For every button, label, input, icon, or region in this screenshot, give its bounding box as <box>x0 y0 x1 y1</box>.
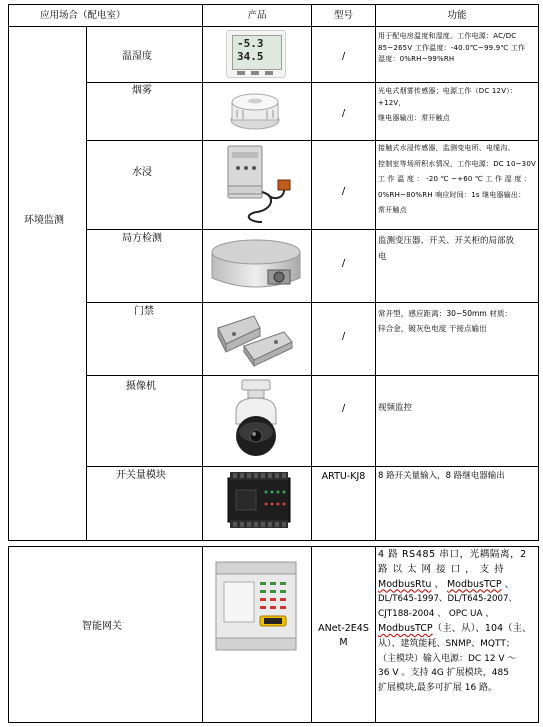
row-func-temp-humidity: 用于配电房温度和湿度。工作电源：AC/DC 85~265V 工作温度：-40.0℃~99.9℃ 工作 湿度：0%RH~99%RH <box>378 32 526 63</box>
display-temp: -5.3 <box>237 37 264 50</box>
row-model-smoke: / <box>341 108 346 119</box>
dome-camera-image <box>232 378 280 462</box>
row-func-camera: 视频监控 <box>378 403 413 413</box>
row-model-io-module: ARTU-KJ8 <box>321 471 366 482</box>
smoke-detector-image <box>228 88 282 132</box>
row-name-io-module: 开关量模块 <box>116 470 166 481</box>
door-sensor-image <box>214 306 296 370</box>
row-model-camera: / <box>341 403 346 414</box>
group-env-label: 环境监测 <box>24 215 64 226</box>
row-model-partial-discharge: / <box>341 258 346 269</box>
row-name-temp-humidity: 温湿度 <box>122 51 152 62</box>
row-model-door-access: / <box>341 331 346 342</box>
gateway-model: ANet-2E4S M <box>318 623 369 648</box>
row-name-partial-discharge: 局方检测 <box>122 233 162 244</box>
display-hum: 34.5 <box>237 50 264 63</box>
partial-discharge-sensor-image <box>208 232 304 298</box>
header-scene: 应用场合（配电室） <box>40 10 126 21</box>
header-function: 功能 <box>447 10 467 21</box>
row-name-smoke: 烟雾 <box>132 85 152 96</box>
row-func-door-access: 常开型，感应距离：30~50mm 材质： 锌合金，镀灰色电度 干接点输出 <box>378 309 513 333</box>
row-name-camera: 摄像机 <box>126 381 156 392</box>
io-module-image <box>226 470 292 532</box>
gateway-device-image <box>210 556 302 656</box>
row-func-partial-discharge: 监测变压器、开关、开关柜的局部放 电 <box>378 236 515 262</box>
row-name-water: 水浸 <box>132 167 152 178</box>
gateway-function: 4 路 RS485 串口，光耦隔离，2 路 以 太 网 接 口 ， 支 持 ModbusRtu 、 ModbusTCP 、 DL/T645-1997、DL/T645-2007、 CJT188-2004 、 OPC UA 、 ModbusTCP（主、从）、104（主、 从）、建筑能耗、SNMP、MQTT； （主模块）输入电源：DC 12 V ～ 36 V 。支持 4G 扩展模块，485 扩展模块,最多可扩展 16 路。 <box>378 549 532 694</box>
row-model-temp-humidity: / <box>341 51 346 62</box>
row-name-door-access: 门禁 <box>134 306 154 317</box>
gateway-name: 智能网关 <box>82 621 122 632</box>
water-sensor-image <box>222 144 296 226</box>
header-model: 型号 <box>333 10 353 21</box>
row-func-smoke: 光电式烟雾传感器；电源工作（DC 12V）：+12V， 继电器输出：常开触点 <box>378 87 518 122</box>
temp-humidity-sensor-image <box>226 30 286 78</box>
row-func-io-module: 8 路开关量输入，8 路继电器输出 <box>378 471 505 481</box>
header-product: 产品 <box>247 10 267 21</box>
row-model-water: / <box>341 186 346 197</box>
row-func-water: 接触式水浸传感器，监测变电所、电缆沟、 控制室等场所积水情况，工作电源：DC 10~30V 工 作 温 度 ： -20 ℃ ~+60 ℃ 工 作 湿 度 ： 0%RH~80%RH 响应时间：1s 继电器输出： 常开触点 <box>378 144 536 214</box>
